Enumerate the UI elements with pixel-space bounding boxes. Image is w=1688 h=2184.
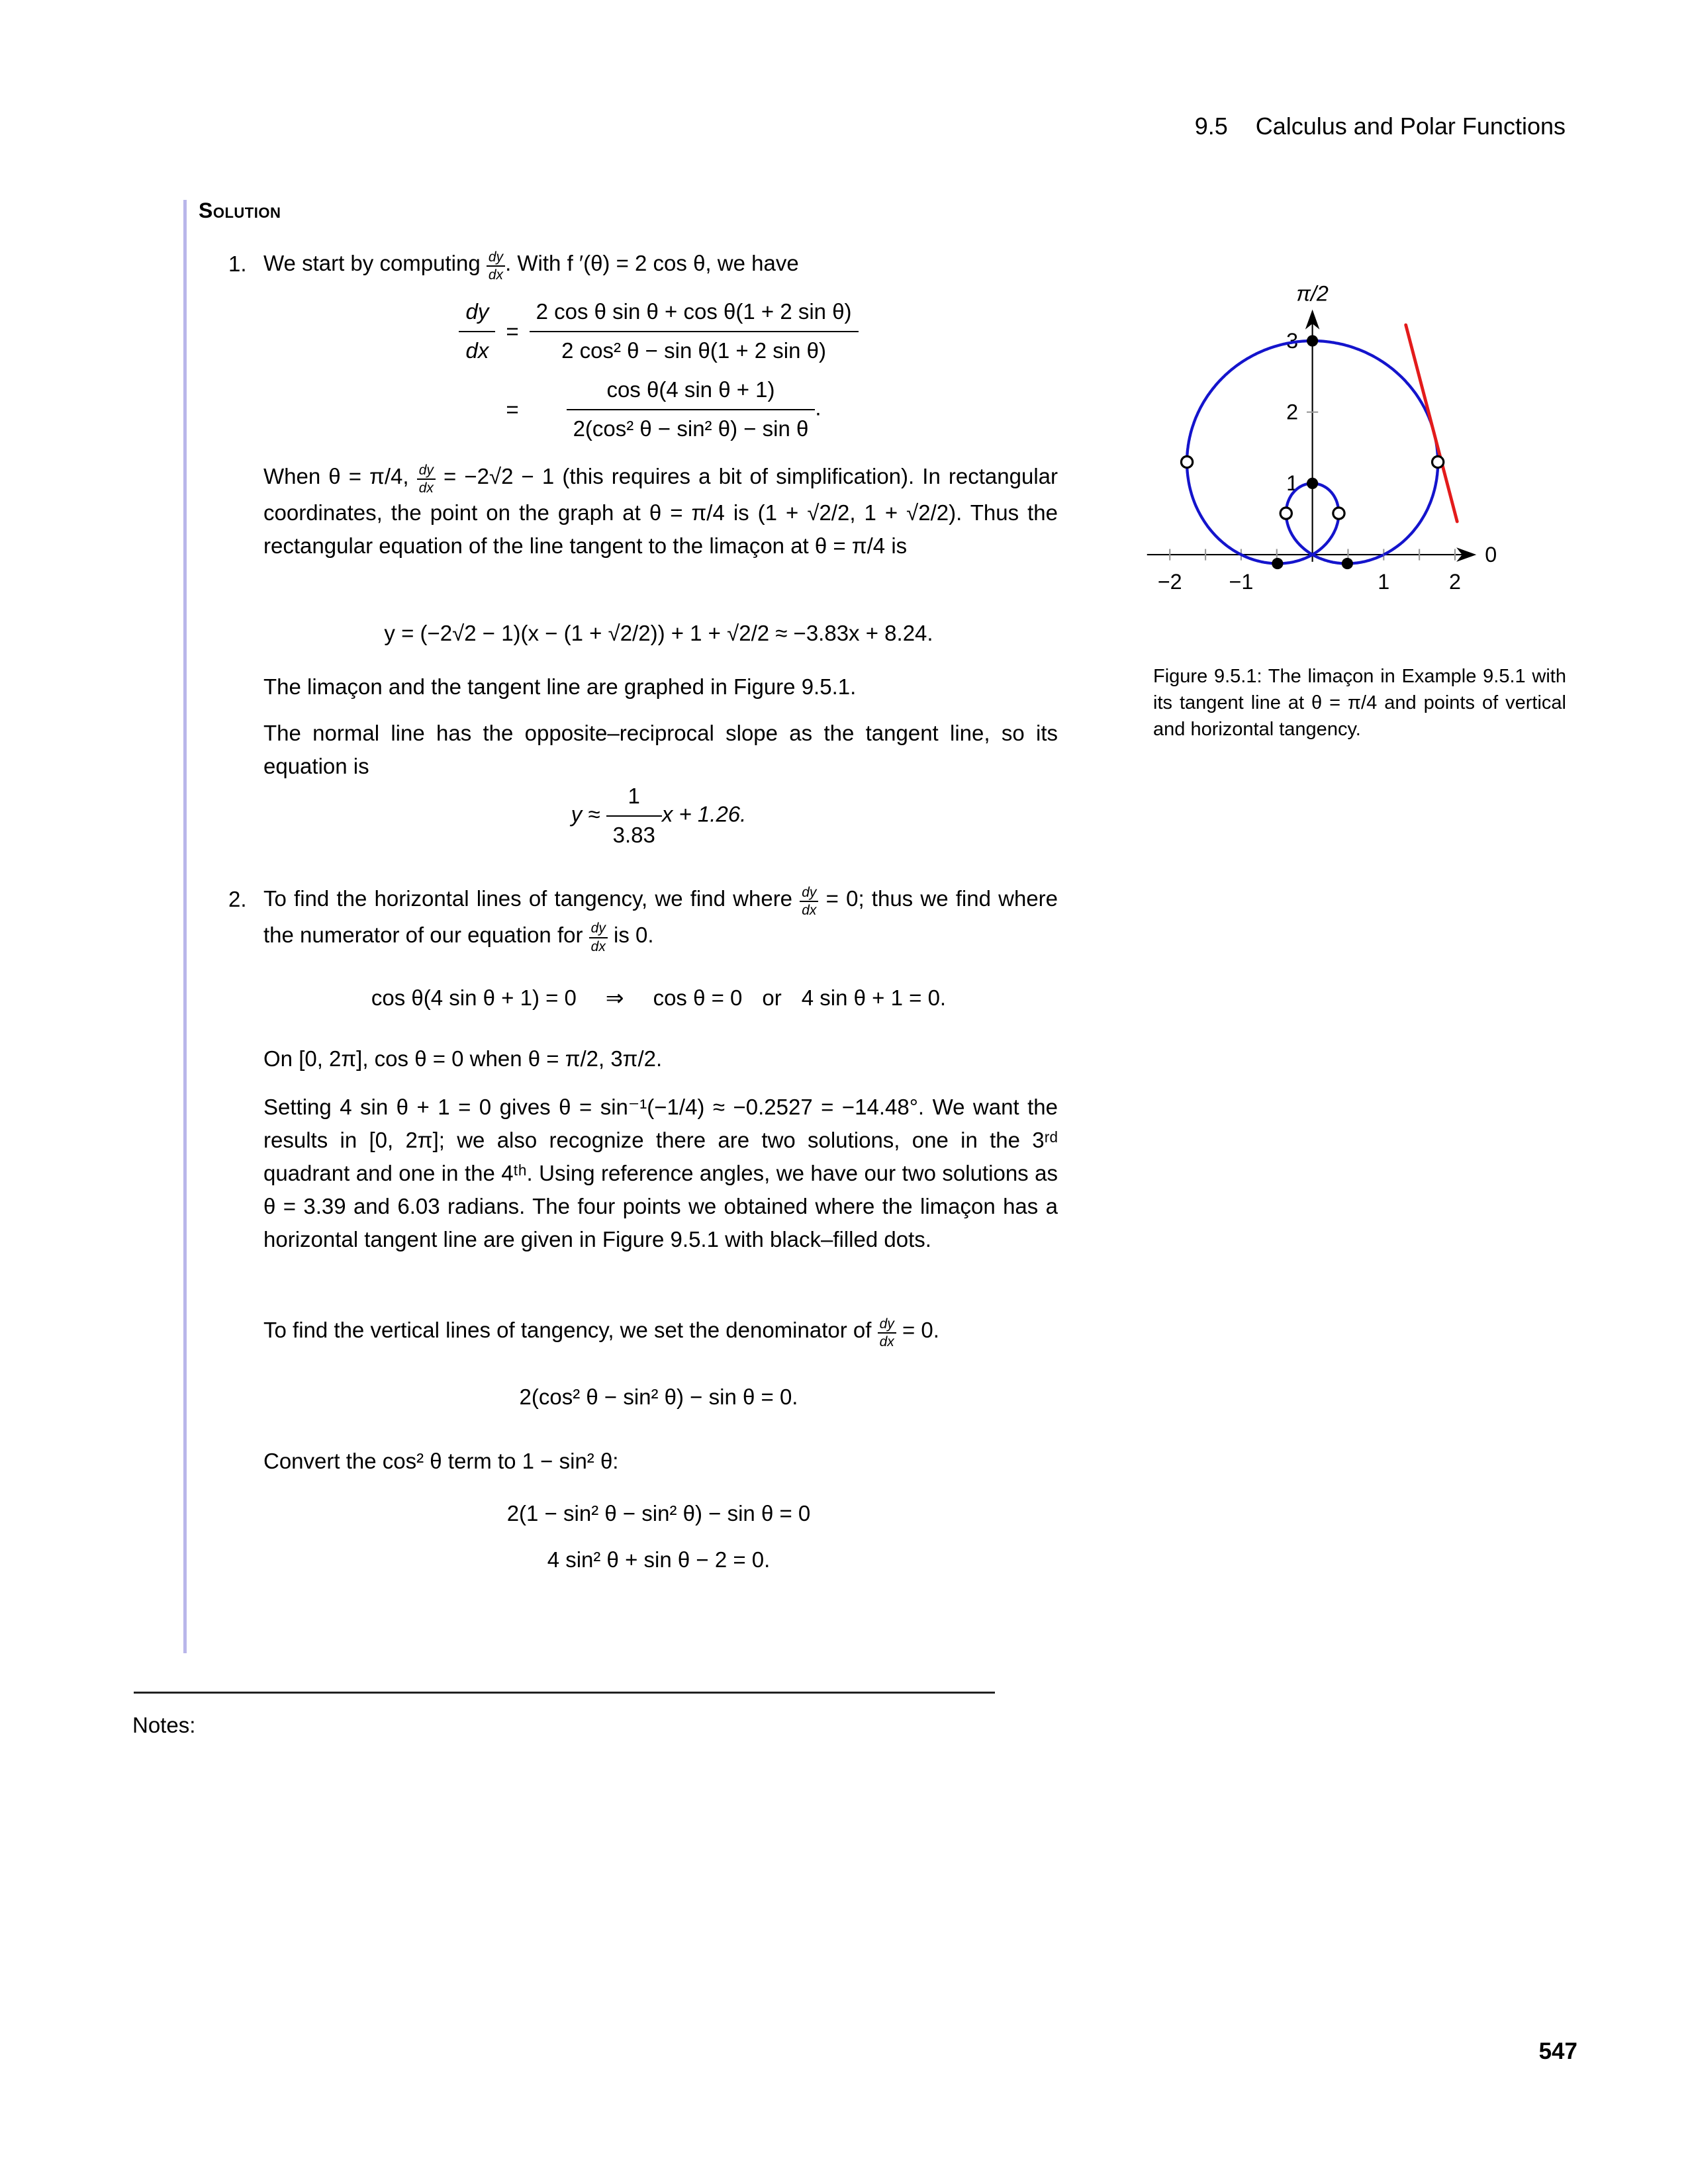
equation-period: .	[815, 395, 821, 420]
dydx-rhs2-fraction: $\frac{\text{cos θ(4 sin θ + 1)}}{\text{2(cos² θ − sin² θ) − sin θ}}$	[567, 376, 816, 443]
vertical-tangency-dot	[1333, 508, 1344, 519]
equation-denominator: 2(cos² θ − sin² θ) − sin θ = 0.	[519, 1385, 798, 1409]
eq-horizontal-case2: 4 sin θ + 1 = 0.	[801, 985, 947, 1010]
item2-intro	[263, 882, 1058, 954]
eq-horizontal-lhs: cos θ(4 sin θ + 1) = 0	[371, 985, 577, 1010]
normal-eq-post: x + 1.26.	[661, 801, 747, 827]
paragraph-when	[263, 460, 1058, 563]
item1-number: 1.	[228, 251, 247, 276]
y-tick-label: 2	[1286, 400, 1299, 424]
dydx-display-fraction: $\frac{dy}{dx}$	[459, 298, 495, 365]
horizontal-tangency-dot	[1307, 478, 1318, 489]
equation-horizontal	[261, 985, 1056, 1011]
vertical-tangency-dot	[1181, 456, 1192, 467]
vertical-tangency-dot	[1432, 456, 1444, 467]
limacon-chart	[1131, 281, 1501, 601]
footer-rule	[134, 1692, 995, 1694]
section-title: Calculus and Polar Functions	[1255, 113, 1566, 140]
page-header	[1195, 113, 1566, 140]
item1-intro-pre: We start by computing	[263, 251, 481, 275]
page-number: 547	[1538, 2038, 1577, 2064]
axis-label-zero: 0	[1485, 542, 1497, 567]
paragraph-vertical-post: = 0.	[896, 1318, 939, 1342]
dydx-inline-fraction: $\frac{dy}{dx}$	[487, 250, 505, 283]
item2-number: 2.	[228, 887, 247, 911]
dydx-inline-fraction: $\frac{dy}{dx}$	[878, 1316, 896, 1350]
x-tick-label: 1	[1378, 569, 1390, 594]
paragraph-setting: Setting 4 sin θ + 1 = 0 gives θ = sin⁻¹(−1/4) ≈ −0.2527 = −14.48°. We want the results in [0, 2π]; we also recognize there are two solutions, one in the 3ʳᵈ quadrant and one in the 4ᵗʰ. Using reference angles, we have our two solutions as θ = 3.39 and 6.03 radians. The four points we obtained where the limaçon has a horizontal tangent line are given in Figure 9.5.1 with black–filled dots.	[263, 1095, 1058, 1251]
item1-intro-post: . With f ′(θ) = 2 cos θ, we have	[505, 251, 799, 275]
or-word: or	[762, 985, 782, 1010]
implies-symbol: ⇒	[605, 985, 624, 1010]
equals-sign: =	[506, 396, 519, 422]
y-tick-label: 1	[1286, 471, 1299, 496]
vertical-tangency-dot	[1280, 508, 1291, 519]
paragraph-vertical-pre: To find the vertical lines of tangency, we set the denominator of	[263, 1318, 872, 1342]
sentence-convert: Convert the cos² θ term to 1 − sin² θ:	[263, 1449, 619, 1473]
equation-dydx	[261, 298, 1056, 443]
item2-intro-mid: = 0; thus we find where the numerator of our equation for	[263, 886, 1058, 947]
tangent-line	[1406, 325, 1458, 522]
item1-intro	[263, 247, 799, 283]
normal-eq-fraction: $\frac{1}{3.83}$	[606, 782, 662, 850]
equation-normal	[261, 782, 1056, 850]
horizontal-tangency-dot	[1342, 558, 1353, 569]
paragraph-when-pre: When θ = π/4,	[263, 464, 409, 488]
notes-label: Notes:	[132, 1713, 196, 1737]
sentence-graphed: The limaçon and the tangent line are graphed in Figure 9.5.1.	[263, 674, 857, 699]
dydx-inline-fraction: $\frac{dy}{dx}$	[589, 921, 608, 954]
horizontal-tangency-dot	[1307, 335, 1318, 346]
section-number: 9.5	[1194, 113, 1228, 140]
horizontal-tangency-dot	[1272, 558, 1283, 569]
x-tick-label: 2	[1449, 569, 1461, 594]
item2-intro-post: is 0.	[607, 922, 654, 947]
equation-tangent: y = (−2√2 − 1)(x − (1 + √2/2)) + 1 + √2/2 ≈ −3.83x + 8.24.	[384, 621, 933, 645]
solution-rule	[183, 200, 187, 1653]
equation-convert-line1: 2(1 − sin² θ − sin² θ) − sin θ = 0	[506, 1501, 811, 1525]
sentence-normal: The normal line has the opposite–reciprocal slope as the tangent line, so its equation is	[263, 721, 1058, 778]
sentence-on-interval: On [0, 2π], cos θ = 0 when θ = π/2, 3π/2.	[263, 1046, 663, 1071]
dydx-inline-fraction: $\frac{dy}{dx}$	[417, 463, 436, 496]
equals-sign: =	[506, 318, 519, 343]
paragraph-when-post: = −2√2 − 1 (this requires a bit of simplification). In rectangular coordinates, the point on the graph at θ = π/4 is (1 + √2/2, 1 + √2/2). Thus the rectangular equation of the line tangent to the limaçon at θ = π/4 is	[263, 464, 1058, 558]
dydx-rhs1-fraction: $\frac{\text{2 cos θ sin θ + cos θ(1 + 2 sin θ)}}{\text{2 cos² θ − sin θ(1 + 2 sin θ)}}$	[530, 298, 859, 365]
y-tick-label: 3	[1286, 328, 1299, 353]
dydx-inline-fraction: $\frac{dy}{dx}$	[800, 885, 818, 919]
figure-caption: Figure 9.5.1: The limaçon in Example 9.5.1 with its tangent line at θ = π/4 and points of vertical and horizontal tangency.	[1153, 666, 1566, 740]
equation-convert-line2: 4 sin² θ + sin θ − 2 = 0.	[547, 1547, 771, 1572]
eq-horizontal-case1: cos θ = 0	[653, 985, 743, 1010]
paragraph-vertical	[263, 1314, 1064, 1350]
axis-label-pi-over-2: π/2	[1296, 281, 1329, 306]
x-tick-label: −1	[1229, 569, 1254, 594]
x-tick-label: −2	[1157, 569, 1182, 594]
solution-label: Solution	[199, 199, 281, 222]
item2-intro-pre: To find the horizontal lines of tangency, we find where	[263, 886, 793, 911]
normal-eq-pre: y ≈	[571, 801, 600, 827]
